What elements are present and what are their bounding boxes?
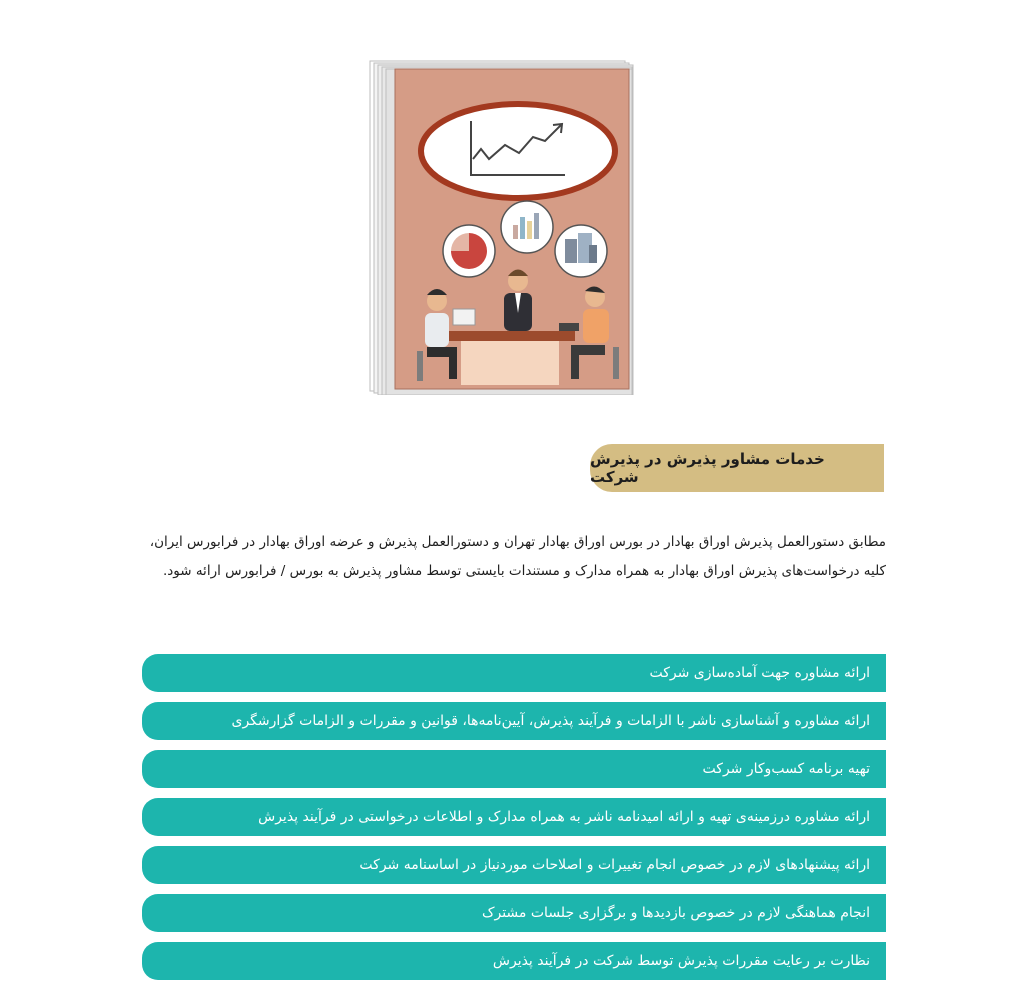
services-list	[142, 654, 886, 990]
service-item: نظارت بر رعایت مقررات پذیرش توسط شرکت در فرآیند پذیرش	[142, 942, 886, 980]
service-item: ارائه مشاوره درزمینه‌ی تهیه و ارائه امیدنامه ناشر به همراه مدارک و اطلاعات درخواستی در فرآیند پذیرش	[142, 798, 886, 836]
section-header	[590, 444, 884, 492]
intro-paragraph: مطابق دستورالعمل پذیرش اوراق بهادار در بورس اوراق بهادار تهران و دستورالعمل پذیرش و عرضه اوراق بهادار در فرابورس ایران، کلیه درخواست‌های پذیرش اوراق بهادار به همراه مدارک و مستندات بایستی توسط مشاور پذیرش به بورس / فرابورس ارائه شود.	[149, 533, 886, 579]
service-item: ارائه مشاوره و آشناسازی ناشر با الزامات و فرآیند پذیرش، آیین‌نامه‌ها، قوانین و مقررات و الزامات گزارشگری	[142, 702, 886, 740]
service-item: تهیه برنامه کسب‌وکار شرکت	[142, 750, 886, 788]
service-item: انجام هماهنگی لازم در خصوص بازدیدها و برگزاری جلسات مشترک	[142, 894, 886, 932]
consulting-book-illustration	[365, 55, 635, 395]
section-title: خدمات مشاور پذیرش در پذیرش شرکت	[590, 450, 825, 486]
consulting-meeting-book-icon	[365, 55, 635, 395]
service-item: ارائه پیشنهادهای لازم در خصوص انجام تغییرات و اصلاحات موردنیاز در اساسنامه شرکت	[142, 846, 886, 884]
service-item: ارائه مشاوره جهت آماده‌سازی شرکت	[142, 654, 886, 692]
